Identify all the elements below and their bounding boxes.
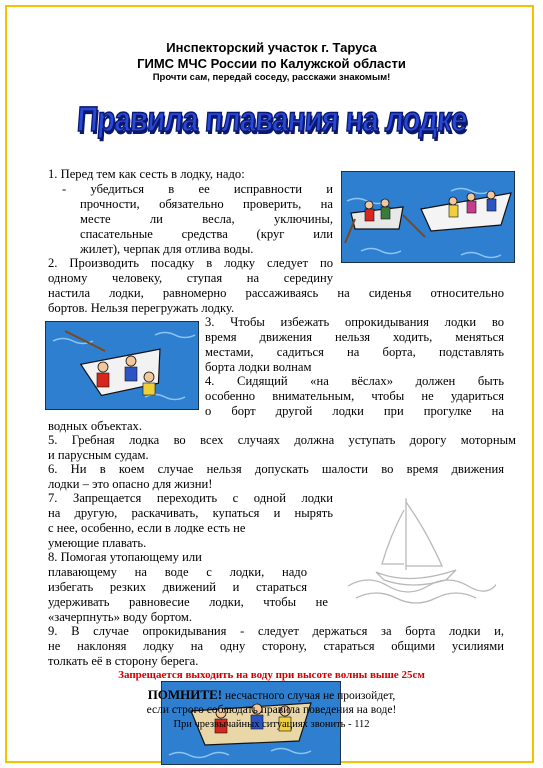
rule-5-line: 5. Гребная лодка во всех случаях должна уступать дорогу моторным <box>48 433 516 447</box>
remember-line-2: если строго соблюдать правила поведения на воде! <box>146 704 397 716</box>
boats-drawing <box>341 171 515 263</box>
emergency-phone: При чрезвычайных ситуациях звонить - 112 <box>173 719 370 730</box>
page-title-text: Правила плавания на лодке <box>75 100 468 139</box>
rule-7-line: умеющие плавать. <box>48 536 147 550</box>
boats-illustration <box>341 171 515 263</box>
rule-1-heading: 1. Перед тем как сесть в лодку, надо: <box>48 167 245 181</box>
remember-line-1 <box>0 687 543 703</box>
header-line-1: Инспекторский участок г. Таруса <box>166 40 377 55</box>
rule-4-line: 4. Сидящий «на вёслах» должен быть <box>205 374 504 388</box>
rule-7-line: с нее, особенно, если в лодке есть не <box>48 521 246 535</box>
rule-8-line: 8. Помогая утопающему или <box>48 550 202 564</box>
rule-3-line: 3. Чтобы избежать опрокидывания лодки во <box>205 315 504 329</box>
rule-4-line: особенно внимательным, чтобы не удариться <box>205 389 504 403</box>
rule-2-line: одному человеку, ступая на середину <box>48 271 333 285</box>
rule-7-line: на другую, раскачивать, купаться и нырять <box>48 506 333 520</box>
capsized-boat-illustration <box>45 321 199 410</box>
rule-4-line: водных объектах. <box>48 419 142 433</box>
rule-4-line: о борт другой лодки при прогулке на <box>205 404 504 418</box>
rule-5-line: и парусным судам. <box>48 448 149 462</box>
rule-2-line: 2. Производить посадку в лодку следует по <box>48 256 333 270</box>
rule-7-line: 7. Запрещается переходить с одной лодки <box>48 491 333 505</box>
header-line-2: ГИМС МЧС России по Калужской области <box>137 56 406 71</box>
rule-8-line: плавающему на воде с лодки, надо <box>48 565 307 579</box>
rule-3-line: борта лодки волнам <box>205 360 312 374</box>
capsized-boat-drawing <box>45 321 199 410</box>
rule-1-line: спасательные средства (круг или <box>80 227 333 241</box>
rule-9-line: 9. В случае опрокидывания - следует держаться за борта лодки и, <box>48 624 504 638</box>
page-title <box>0 100 543 140</box>
remember-label: ПОМНИТЕ! <box>147 687 223 702</box>
rule-8-line: «зачерпнуть» воду бортом. <box>48 610 193 624</box>
rule-9-line: не наклоняя лодку на одну сторону, стараться общими усилиями <box>48 639 504 653</box>
header-line-3: Прочти сам, передай соседу, расскажи знакомым! <box>152 72 391 83</box>
rule-8-line: избегать резких движений и стараться <box>48 580 307 594</box>
rule-6-line: 6. Ни в коем случае нельзя допускать шалости во время движения <box>48 462 504 476</box>
rule-1-line: - убедиться в ее исправности и <box>62 182 333 196</box>
rule-1-line: месте ли весла, уключины, <box>80 212 333 226</box>
rule-6-line: лодки – это опасно для жизни! <box>48 477 213 491</box>
remember-text-1: несчастного случая не произойдет, <box>222 690 396 702</box>
rule-2-line: бортов. Нельзя перегружать лодку. <box>48 301 235 315</box>
rule-3-line: местами, садиться на борта, подставлять <box>205 345 504 359</box>
rule-8-line: удерживать равновесие лодки, чтобы не <box>48 595 328 609</box>
rule-1-line: прочности, обязательно проверить, на <box>80 197 333 211</box>
sailboat-sketch <box>346 490 496 610</box>
rule-9-line: толкать её в сторону берега. <box>48 654 199 668</box>
wave-warning: Запрещается выходить на воду при высоте волны выше 25см <box>118 669 425 681</box>
rule-3-line: время движения нельзя ходить, меняться <box>205 330 504 344</box>
rule-1-line: жилет), черпак для отлива воды. <box>80 242 254 256</box>
rule-2-line: настила лодки, равномерно рассаживаясь на сиденья относительно <box>48 286 504 300</box>
sailboat-sketch-drawing <box>346 490 496 610</box>
